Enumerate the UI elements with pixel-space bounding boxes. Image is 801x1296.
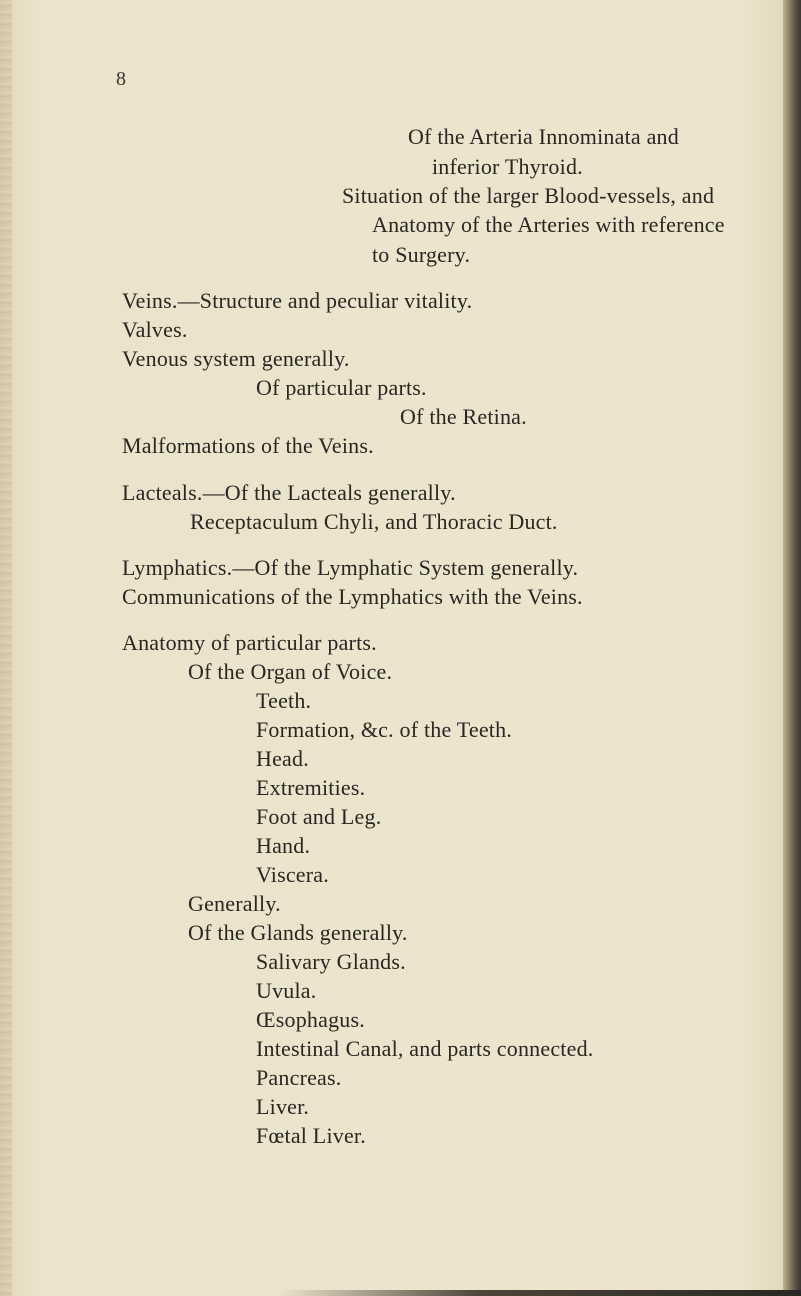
page-binding-shadow [783, 0, 801, 1296]
text-line: Veins.—Structure and peculiar vitality. [122, 288, 473, 313]
text-line: Uvula. [256, 978, 317, 1003]
text-line: Salivary Glands. [256, 949, 406, 974]
text-line: Anatomy of particular parts. [122, 630, 377, 655]
text-line: inferior Thyroid. [432, 154, 583, 179]
text-line: Of the Organ of Voice. [188, 659, 393, 684]
text-line: Head. [256, 746, 309, 771]
text-line: Liver. [256, 1094, 310, 1119]
page-number: 8 [116, 68, 127, 90]
text-line: Œsophagus. [256, 1007, 365, 1032]
text-line: Teeth. [256, 688, 312, 713]
text-line: Anatomy of the Arteries with reference [372, 212, 725, 237]
text-line: Malformations of the Veins. [122, 433, 374, 458]
page-left-edge [0, 0, 12, 1296]
text-line: Fœtal Liver. [256, 1123, 366, 1148]
text-line: Viscera. [256, 862, 329, 887]
text-line: Communications of the Lymphatics with the Veins. [122, 584, 583, 609]
text-line: Receptaculum Chyli, and Thoracic Duct. [190, 509, 558, 534]
text-line: to Surgery. [372, 242, 471, 267]
page-bottom-shadow [0, 1290, 801, 1296]
text-line: Of the Glands generally. [188, 920, 408, 945]
text-line: Generally. [188, 891, 281, 916]
text-line: Foot and Leg. [256, 804, 382, 829]
text-line: Pancreas. [256, 1065, 342, 1090]
text-line: Valves. [122, 317, 188, 342]
text-line: Lymphatics.—Of the Lymphatic System generally. [122, 555, 579, 580]
text-line: Of the Retina. [400, 404, 527, 429]
text-line: Hand. [256, 833, 311, 858]
text-line: Situation of the larger Blood-vessels, and [342, 183, 715, 208]
text-line: Of particular parts. [256, 375, 427, 400]
text-line: Of the Arteria Innominata and [408, 124, 679, 149]
text-line: Venous system generally. [122, 346, 350, 371]
text-line: Extremities. [256, 775, 366, 800]
text-line: Intestinal Canal, and parts connected. [256, 1036, 594, 1061]
text-line: Lacteals.—Of the Lacteals generally. [122, 480, 456, 505]
text-line: Formation, &c. of the Teeth. [256, 717, 512, 742]
